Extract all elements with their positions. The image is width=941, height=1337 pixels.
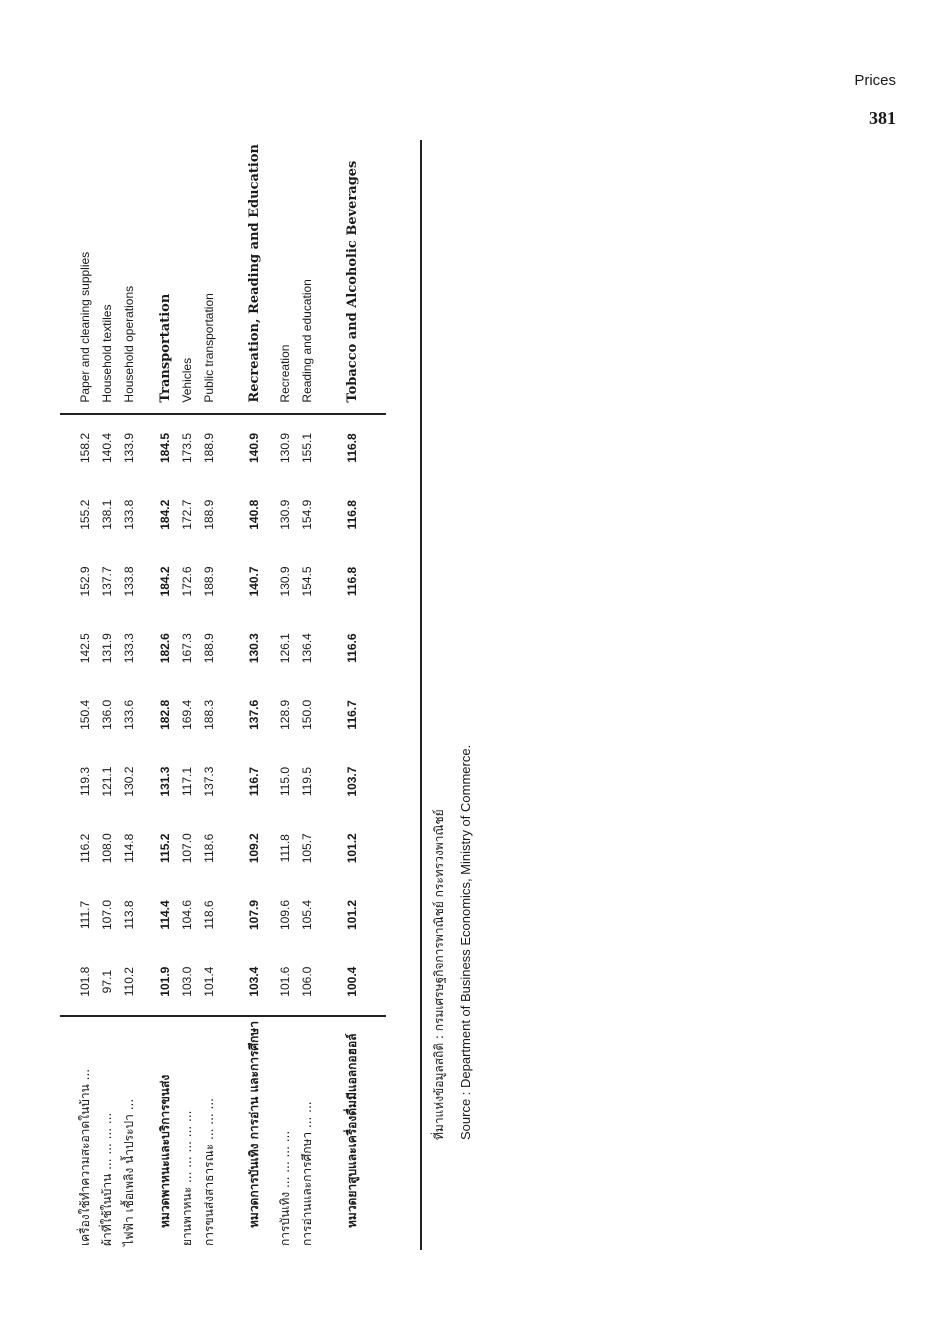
cell-value: 169.4 [180, 699, 194, 730]
cell-value: 116.8 [345, 433, 359, 463]
cell-value: 130.9 [278, 432, 292, 464]
cell-value: 152.9 [78, 566, 92, 597]
cell-value: 115.0 [278, 767, 292, 797]
cell-value: 110.2 [122, 967, 136, 997]
row-label-thai: หมวดยาสูบและเครื่องดื่มมีแอลกอฮอล์ [332, 1016, 372, 1250]
cell-value: 126.1 [278, 633, 292, 664]
cell-value: 136.4 [300, 633, 314, 664]
row-label-english: Reading and education [296, 140, 318, 414]
cell-value: 182.8 [158, 699, 172, 730]
cell-value: 142.5 [78, 633, 92, 664]
cell-value: 137.3 [202, 766, 216, 797]
table-row [96, 140, 118, 1250]
row-label-english: Recreation, Reading and Education [234, 140, 274, 414]
cell-value: 172.7 [180, 499, 194, 530]
cell-value: 109.2 [247, 833, 261, 864]
cell-value: 109.6 [278, 899, 292, 930]
cell-value: 101.6 [278, 966, 292, 997]
price-index-table [60, 140, 386, 1250]
cell-value: 100.4 [345, 966, 359, 997]
cell-value: 173.5 [180, 432, 194, 464]
rotated-table-block [60, 140, 500, 1250]
cell-value: 136.0 [100, 699, 114, 730]
cell-value: 150.0 [300, 699, 314, 730]
cell-value: 130.2 [122, 766, 136, 797]
cell-value: 119.5 [300, 767, 314, 797]
cell-value: 140.9 [247, 432, 261, 464]
cell-value: 155.1 [300, 432, 314, 464]
table-bottom-rule [420, 140, 422, 1250]
cell-value: 140.4 [100, 432, 114, 464]
cell-value: 101.4 [202, 966, 216, 997]
cell-value: 118.6 [202, 833, 216, 863]
row-label-thai: การบันเทิง ... ... ... ... [274, 1016, 296, 1250]
cell-value: 133.8 [122, 499, 136, 530]
cell-value: 114.8 [122, 833, 136, 863]
cell-value: 150.4 [78, 699, 92, 730]
cell-value: 133.8 [122, 566, 136, 597]
table-row [118, 140, 140, 1250]
cell-value: 101.2 [345, 833, 359, 864]
cell-value: 188.9 [202, 499, 216, 530]
cell-value: 114.4 [158, 900, 172, 930]
cell-value: 107.0 [180, 833, 194, 864]
table-row-category [154, 140, 176, 1250]
cell-value: 154.9 [300, 499, 314, 530]
cell-value: 108.0 [100, 833, 114, 864]
row-label-thai: ยานพาหนะ ... ... ... ... ... [176, 1016, 198, 1250]
cell-value: 140.7 [247, 566, 261, 597]
row-label-english: Recreation [274, 140, 296, 414]
cell-value: 184.5 [158, 432, 172, 464]
cell-value: 130.9 [278, 499, 292, 530]
source-note-english: Source : Department of Business Economics, Ministry of Commerce. [458, 744, 473, 1140]
cell-value: 116.6 [345, 633, 359, 663]
row-label-english: Household textiles [96, 140, 118, 414]
cell-value: 115.2 [158, 833, 172, 863]
cell-value: 130.9 [278, 566, 292, 597]
row-label-english: Paper and cleaning supplies [74, 140, 96, 414]
row-label-thai: การอ่านและการศึกษา ... ... [296, 1016, 318, 1250]
cell-value: 140.8 [247, 499, 261, 530]
cell-value: 103.0 [180, 966, 194, 997]
cell-value: 116.8 [345, 500, 359, 530]
cell-value: 130.3 [247, 633, 261, 664]
row-label-thai: หมวดพาหนะและบริการขนส่ง [154, 1016, 176, 1250]
row-label-thai: หมวดการบันเทิง การอ่าน และการศึกษา [234, 1016, 274, 1250]
cell-value: 121.1 [100, 766, 114, 797]
cell-value: 101.2 [345, 899, 359, 930]
cell-value: 131.3 [158, 766, 172, 797]
cell-value: 133.3 [122, 633, 136, 664]
cell-value: 167.3 [180, 633, 194, 664]
cell-value: 101.8 [78, 966, 92, 997]
cell-value: 137.7 [100, 566, 114, 597]
cell-value: 116.7 [247, 766, 261, 797]
row-label-english: Tobacco and Alcoholic Beverages [332, 140, 372, 414]
table-row [274, 140, 296, 1250]
cell-value: 128.9 [278, 699, 292, 730]
row-label-english: Vehicles [176, 140, 198, 414]
row-label-english: Household operations [118, 140, 140, 414]
cell-value: 111.8 [278, 834, 292, 863]
cell-value: 137.6 [247, 699, 261, 730]
cell-value: 97.1 [100, 970, 114, 994]
cell-value: 105.7 [300, 833, 314, 864]
row-label-thai: ผ้าที่ใช้ในบ้าน ... ... ... ... [96, 1016, 118, 1250]
cell-value: 154.5 [300, 566, 314, 597]
table-row [198, 140, 220, 1250]
cell-value: 184.2 [158, 499, 172, 530]
page-number: 381 [869, 108, 896, 128]
cell-value: 138.1 [100, 499, 114, 530]
cell-value: 106.0 [300, 966, 314, 997]
cell-value: 107.0 [100, 899, 114, 930]
row-label-thai: การขนส่งสาธารณะ ... ... ... [198, 1016, 220, 1250]
cell-value: 188.3 [202, 699, 216, 730]
section-title: Prices [854, 72, 896, 89]
cell-value: 111.7 [78, 900, 92, 930]
table-row [296, 140, 318, 1250]
cell-value: 116.2 [78, 833, 92, 863]
cell-value: 116.7 [345, 700, 359, 730]
cell-value: 133.9 [122, 432, 136, 464]
cell-value: 119.3 [78, 767, 92, 797]
table-row [176, 140, 198, 1250]
row-label-thai: เครื่องใช้ทำความสะอาดในบ้าน ... [74, 1016, 96, 1250]
cell-value: 116.8 [345, 566, 359, 597]
cell-value: 103.4 [247, 966, 261, 997]
cell-value: 158.2 [78, 432, 92, 464]
cell-value: 188.9 [202, 432, 216, 464]
cell-value: 104.6 [180, 899, 194, 930]
cell-value: 107.9 [247, 899, 261, 930]
row-label-thai: ไฟฟ้า เชื้อเพลิง น้ำประปา ... [118, 1016, 140, 1250]
cell-value: 113.8 [122, 900, 136, 930]
cell-value: 105.4 [300, 899, 314, 930]
cell-value: 155.2 [78, 499, 92, 530]
row-label-english: Public transportation [198, 140, 220, 414]
table-row-category [234, 140, 274, 1250]
cell-value: 172.6 [180, 566, 194, 597]
cell-value: 131.9 [100, 633, 114, 664]
table-row-category [332, 140, 372, 1250]
cell-value: 103.7 [345, 766, 359, 797]
cell-value: 182.6 [158, 633, 172, 664]
cell-value: 101.9 [158, 966, 172, 997]
source-note-thai: ที่มาแห่งข้อมูลสถิติ : กรมเศรษฐกิจการพาณิชย์ กระทรวงพาณิชย์ [432, 809, 446, 1140]
cell-value: 184.2 [158, 566, 172, 597]
cell-value: 188.9 [202, 633, 216, 664]
table-row [74, 140, 96, 1250]
cell-value: 118.6 [202, 900, 216, 930]
cell-value: 117.1 [180, 767, 194, 797]
cell-value: 188.9 [202, 566, 216, 597]
row-label-english: Transportation [154, 140, 176, 414]
cell-value: 133.6 [122, 699, 136, 730]
